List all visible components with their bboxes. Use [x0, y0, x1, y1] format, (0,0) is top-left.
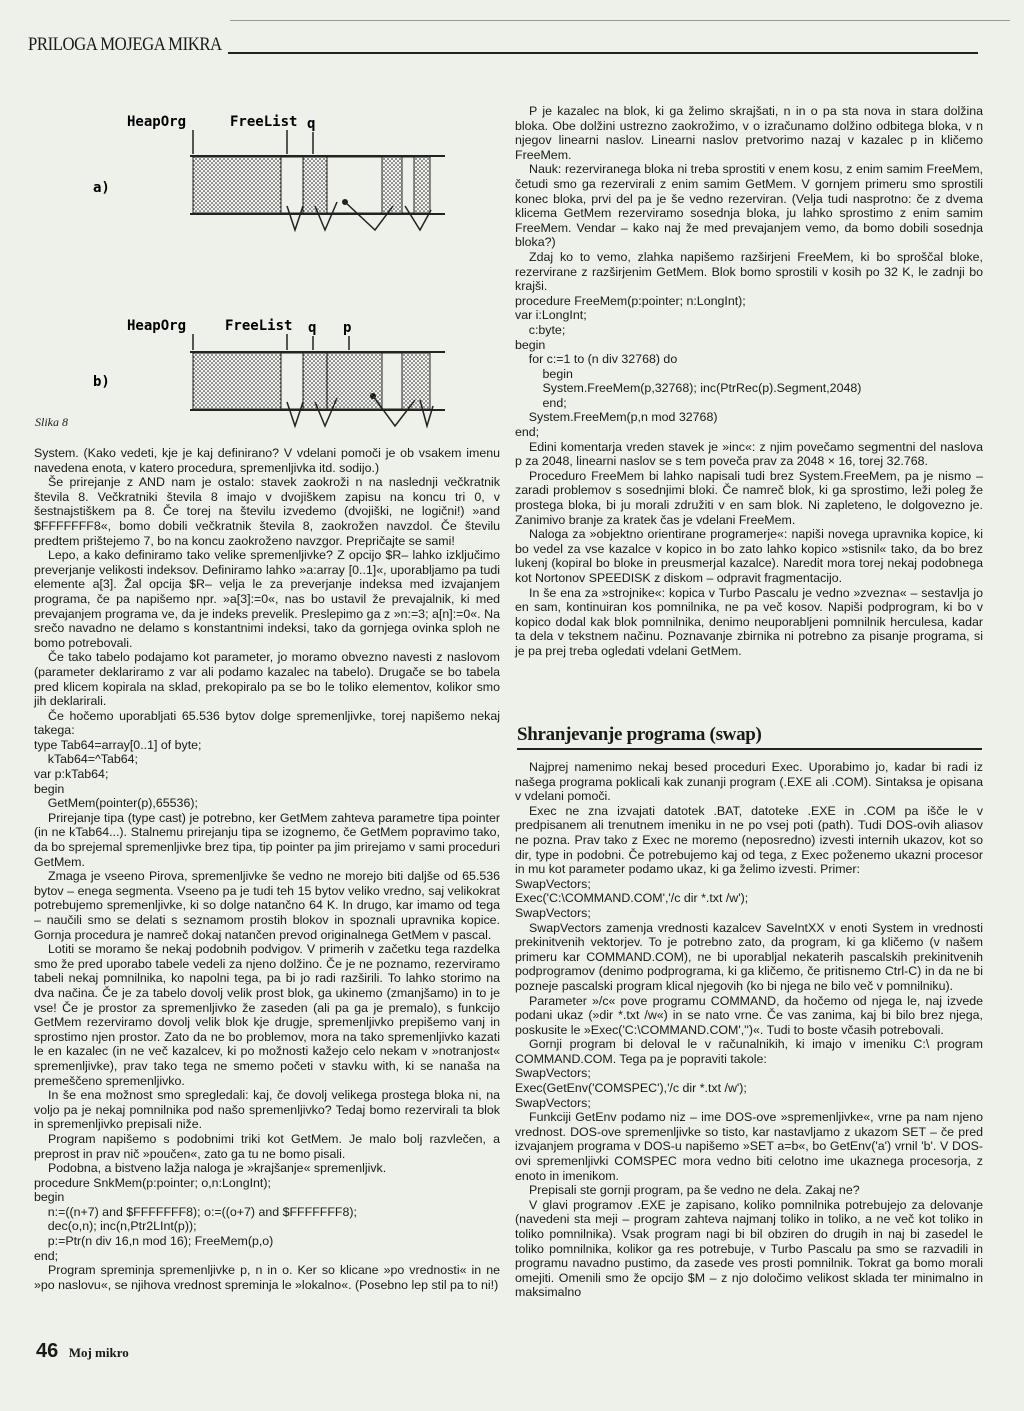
paragraph: Še prirejanje z AND nam je ostalo: stavek zaokroži n na naslednji večkratnik števila 8. Večkratniki števila 8 imajo v dvojiškem zapisu na koncu tri 0, v šestnajstiškem pa 8. Če torej na številu izvedemo (dvojiški, ne logični!) »and $FFFFFFF8«, bomo dobili večkratnik števila 8, zaokrožen navzdol. Če številu predtem prištejemo 7, bo na koncu zaokroženo navzgor. Prepričajte se sami! — [34, 475, 500, 548]
page-number: 46 — [36, 1340, 59, 1362]
section-heading: Shranjevanje programa (swap) — [517, 724, 762, 745]
paragraph: Parameter »/c« pove programu COMMAND, da hočemo od njega le, naj izvede podani ukaz (»dir *.txt /w«) in se nato vrne. Če vas zanima, kaj bi bilo brez njega, poskusite le »Exec('C:\COMMAND.COM','')«. Tudi to boste včasih potrebovali. — [515, 993, 983, 1037]
paragraph: Prirejanje tipa (type cast) je potrebno, ker GetMem zahteva parametre tipa pointer (in ne kTab64...). Stalnemu prirejanju tipa se izognemo, če GetMem popravimo tako, da bo sprejemal spremenljivke brez tipa, tip pointer pa jim prirejamo v sami proceduri GetMem. — [34, 810, 500, 869]
panel-b-label: b) — [93, 374, 110, 390]
figure-heap-diagram — [75, 110, 475, 440]
paragraph: Če tako tabelo podajamo kot parameter, jo moramo obvezno navesti z naslovom (parameter deklariramo z var ali podamo kazalec na tabelo). Drugače se bo tabela pred klicem kopirala na sklad, prekopiralo pa se bo le toliko elementov, kolikor smo jih deklarirali. — [34, 650, 500, 709]
paragraph: In še ena za »strojnike«: kopica v Turbo Pascalu je vedno »zvezna« – sestavlja jo en sam, kontinuiran kos pomnilnika, ne pa več kosov. Napiši podprogram, ki bo v kopico dodal kak blok pomnilnika, denimo neuporabljeni pomnilnik herculesa, kadar ta dela v tekstnem načinu. Poznavanje zbirnika ni potrebno za pisanje programa, si je pa prej treba ogledati vdelani GetMem. — [515, 585, 983, 658]
paragraph: P je kazalec na blok, ki ga želimo skrajšati, n in o pa sta nova in stara dolžina bloka. Obe dolžini ustrezno zaokrožimo, v o izračunamo dolžino odbitega bloka, v n njegov linearni naslov. Linearni naslov pretvorimo nazaj v kazalec p in kličemo FreeMem. — [515, 104, 983, 162]
header-title: PRILOGA MOJEGA MIKRA — [28, 34, 222, 55]
paragraph: Lepo, a kako definiramo tako velike spremenljivke? Z opcijo $R– lahko izključimo preverjanje velikosti indeksov. Definiramo lahko »a:array [0..1]«, uporabljamo pa tudi elemente a[3]. Žal opcija $R– velja le za preverjanje indeksa med izvajanjem programa, če pa napišemo npr. »a[3]:=0«, nas bo ustavil že prevajalnik, ki med prevajanjem programa ve, da je indeks prevelik. Preslepimo ga z »n:=3; a[n]:=0«. Na srečo navadno ne delamo s konstantnimi indeksi, tako da gornjega ovinka sploh ne bomo potrebovali. — [34, 548, 500, 650]
header-rule — [228, 52, 978, 54]
paragraph: Zmaga je vseeno Pirova, spremenljivke še vedno ne morejo biti daljše od 65.536 bytov – enega segmenta. Vseeno pa je tudi teh 15 bytov veliko vredno, saj velikokrat potrebujemo spremenljivke, ki so dolge natančno 64 K. In drugo, kar imamo od tega – naučili smo se delati s seznamom prostih blokov in spoznali upravnika kopice. Gornja procedura je namreč dokaj natančen prevod originalnega GetMem v pascal. — [34, 869, 500, 942]
paragraph: Najprej namenimo nekaj besed proceduri Exec. Uporabimo jo, kadar bi radi iz našega programa poklicali kak zunanji program (.EXE ali .COM). Sintaksa je opisana v vdelani pomoči. — [515, 760, 983, 804]
code-block: type Tab64=array[0..1] of byte; kTab64=^Tab64; var p:kTab64; begin GetMem(pointer(p),65536); — [34, 737, 202, 811]
code-block: SwapVectors; Exec('C:\COMMAND.COM','/c dir *.txt /w'); SwapVectors; — [515, 876, 749, 920]
running-header — [28, 34, 978, 62]
right-column-top — [515, 104, 983, 659]
right-column-bottom — [515, 760, 983, 1300]
paragraph: Podobna, a bistveno lažja naloga je »krajšanje« spremenljivk. — [48, 1161, 387, 1176]
figure-panel-b — [93, 318, 445, 426]
section-rule — [517, 748, 982, 750]
panel-a-heaporg: HeapOrg — [127, 114, 187, 130]
panel-a-freelist: FreeList — [230, 114, 298, 130]
paragraph: SwapVectors zamenja vrednosti kazalcev SaveIntXX v enoti System in vrednosti prekinitvenih vektorjev. To je potrebno zato, da program, ki ga kličemo (v našem primeru kar COMMAND.COM), ne bi uporabljal nekaterih pascalskih prekinitvenih podprogramov (denimo podprograma, ki ga kličemo, če pritisnemo Ctrl-C) in da ne bi pozneje pascalski program klical njegovih (ko bi njega ne bilo več v pomnilniku). — [515, 920, 983, 993]
panel-b-freelist: FreeList — [225, 318, 293, 334]
paragraph: Prepisali ste gornji program, pa še vedno ne dela. Zakaj ne? — [529, 1183, 860, 1198]
paragraph: Lotiti se moramo še nekaj podobnih podvigov. V primerih v začetku tega razdelka smo že pred uporabo tabele vedeli za njeno dolžino. Če je ne poznamo, rezerviramo tabeli nekaj pomnilnika, ko napolni tega, pa bi jo radi razširili. To lahko storimo na dva načina. Če je za tabelo dovolj velik prost blok, ga ukinemo (zmanjšamo) in to je vse! Če je prostor za spremenljivko že zaseden (ali pa ga je premalo), s funkcijo GetMem rezerviramo dovolj velik blok kje drugje, spremenljivko prepišemo vanj in sprostimo njen prostor. Zato da ne bo problemov, mora na tako spremenljivko kazati le en kazalec (in ne več kazalcev, ki po možnosti kažejo celo nekam v »notranjost« spremenljivke), prav tako tega ne smemo početi v stavku with, ki se nanaša na premeščeno spremenljivko. — [34, 942, 500, 1088]
paragraph: Proceduro FreeMem bi lahko napisali tudi brez System.FreeMem, pa je nismo – zaradi problemov s sosednjimi bloki. Če namreč blok, ki ga sprostimo, leži poleg že prostega bloka, bi ju morali združiti v en sam blok. Ni zapleteno, le dolgovezno je. Zanimivo branje za kratek čas je vdelani FreeMem. — [515, 468, 983, 527]
paragraph: System. (Kako vedeti, kje je kaj definirano? V vdelani pomoči je ob vsakem imenu navedena enota, v katero procedura, spremenljivka itd. sodijo.) — [34, 446, 500, 475]
paragraph: Nauk: rezerviranega bloka ni treba sprostiti v enem kosu, z enim samim FreeMem, četudi smo ga rezervirali z enim samim GetMem. V gornjem primeru smo sprostili konec bloka, prvi del pa je še vedno rezerviran. (Velja tudi nasprotno: če z dvema klicema GetMem rezerviramo sosednja bloka, ju lahko sprostimo z enim samim FreeMem. Vendar – kako naj že med prevajanjem vemo, da bomo dobili sosednja bloka?) — [515, 162, 983, 250]
left-column — [34, 446, 500, 1292]
figure-panel-a — [93, 114, 445, 230]
figure-caption: Slika 8 — [35, 415, 68, 429]
panel-b-heaporg: HeapOrg — [127, 318, 187, 334]
paragraph: Program napišemo s podobnimi triki kot GetMem. Je malo bolj razvlečen, a preprost in prav nič »poučen«, zato ga tu ne bomo pisali. — [34, 1131, 500, 1161]
paragraph: Exec ne zna izvajati datotek .BAT, datoteke .EXE in .COM pa išče le v predpisanem ali trenutnem imeniku in ne po vsej poti (path). Tudi DOS-ovih aliasov ne pozna. Prav tako z Exec ne moremo (neposredno) izvesti internih ukazov, kot so dir, type in podobni. Če potrebujemo kaj od tega, z Exec poženemo ukazni procesor in mu kot parameter podamo ukaz, ki ga želimo izvesti. Primer: — [515, 803, 983, 877]
code-block: procedure SnkMem(p:pointer; o,n:LongInt); begin n:=((n+7) and $FFFFFFF8); o:=((o+7) and $FFFFFFF8); dec(o,n); inc(n,Ptr2LInt(p)); p:=Ptr(n div 16,n mod 16); FreeMem(p,o) end; — [34, 1175, 357, 1263]
paragraph: Funkciji GetEnv podamo niz – ime DOS-ove »spremenljivke«, vrne pa nam njeno vrednost. DOS-ove spremenljivke so tisto, kar nastavljamo z ukazom SET – če pred izvajanjem programa v DOS-u napišemo »SET a=b«, bo GetEnv('a') vrnil 'b'. V DOS-ovi spremenljivki COMSPEC mora vedno biti celotno ime ukaznega procesorja, z enoto in imenikom. — [515, 1110, 983, 1183]
top-rule — [230, 20, 1010, 21]
panel-a-label: a) — [93, 180, 110, 196]
page-footer — [36, 1340, 129, 1363]
paragraph: In še ena možnost smo spregledali: kaj, če dovolj velikega prostega bloka ni, na voljo pa je nekaj pomnilnika pod našo spremenljivko? Tedaj bomo rezervirali ta blok in spremenljivko prepisali niže. — [34, 1088, 500, 1132]
magazine-name: Moj mikro — [68, 1345, 129, 1360]
panel-a-q: q — [307, 116, 316, 132]
code-block: SwapVectors; Exec(GetEnv('COMSPEC'),'/c dir *.txt /w'); SwapVectors; — [515, 1066, 747, 1110]
paragraph: Zdaj ko to vemo, zlahka napišemo razširjeni FreeMem, ki bo sproščal bloke, rezervirane z razširjenim GetMem. Blok bomo sprostili v kosih po 32 K, le zadnji bo krajši. — [515, 249, 983, 294]
paragraph: Če hočemo uporabljati 65.536 bytov dolge spremenljivke, torej napišemo nekaj takega: — [34, 708, 500, 738]
paragraph: Naloga za »objektno orientirane programerje«: napiši novega upravnika kopice, ki bo vedel za vse kazalce v kopico in bo zato lahko kopico »stisnil« tako, da bo brez lukenj (kopiral bo bloke in preusmerjal kazalce). Naredit mora torej nekaj podobnega kot Nortonov SPEEDISK z diskom – odpravit fragmentacijo. — [515, 527, 983, 585]
paragraph: Edini komentarja vreden stavek je »inc«: z njim povečamo segmentni del naslova p za 2048, linearni naslov se s tem poveča prav za 2048 × 16, torej 32.768. — [515, 439, 983, 469]
paragraph: Program spreminja spremenljivke p, n in o. Ker so klicane »po vrednosti« in ne »po naslovu«, se njihova vrednost spreminja le »lokalno«. (Posebno lep stil pa to ni!) — [34, 1263, 500, 1292]
panel-b-p: p — [343, 320, 352, 336]
panel-b-q: q — [308, 320, 317, 336]
code-block: procedure FreeMem(p:pointer; n:LongInt); var i:LongInt; c:byte; begin for c:=1 to (n div 32768) do begin System.FreeMem(p,32768); inc(PtrRec(p).Segment,2048) end; System.FreeMem(p,n mod 32768) end; — [515, 293, 862, 440]
paragraph: V glavi programov .EXE je zapisano, koliko pomnilnika potrebujejo za delovanje (navedeni sta meji – program zahteva najmanj toliko in toliko, a ne več kot toliko in toliko pomnilnika). Vsak program nagi bi bil obziren do drugih in naj bi zasedel le toliko pomnilnika, kolikor ga res potrebuje, v Turbo Pascalu pa smo se razvadili in programu navadno pustimo, da zasede ves prosti pomnilnik. Tokrat ga bomo morali omejiti. Omenili smo že opcijo $M – z njo določimo velikost sklada ter minimalno in maksimalno — [515, 1197, 983, 1300]
paragraph: Gornji program bi deloval le v računalnikih, ki imajo v imeniku C:\ program COMMAND.COM. Tega pa je popraviti takole: — [515, 1037, 983, 1066]
